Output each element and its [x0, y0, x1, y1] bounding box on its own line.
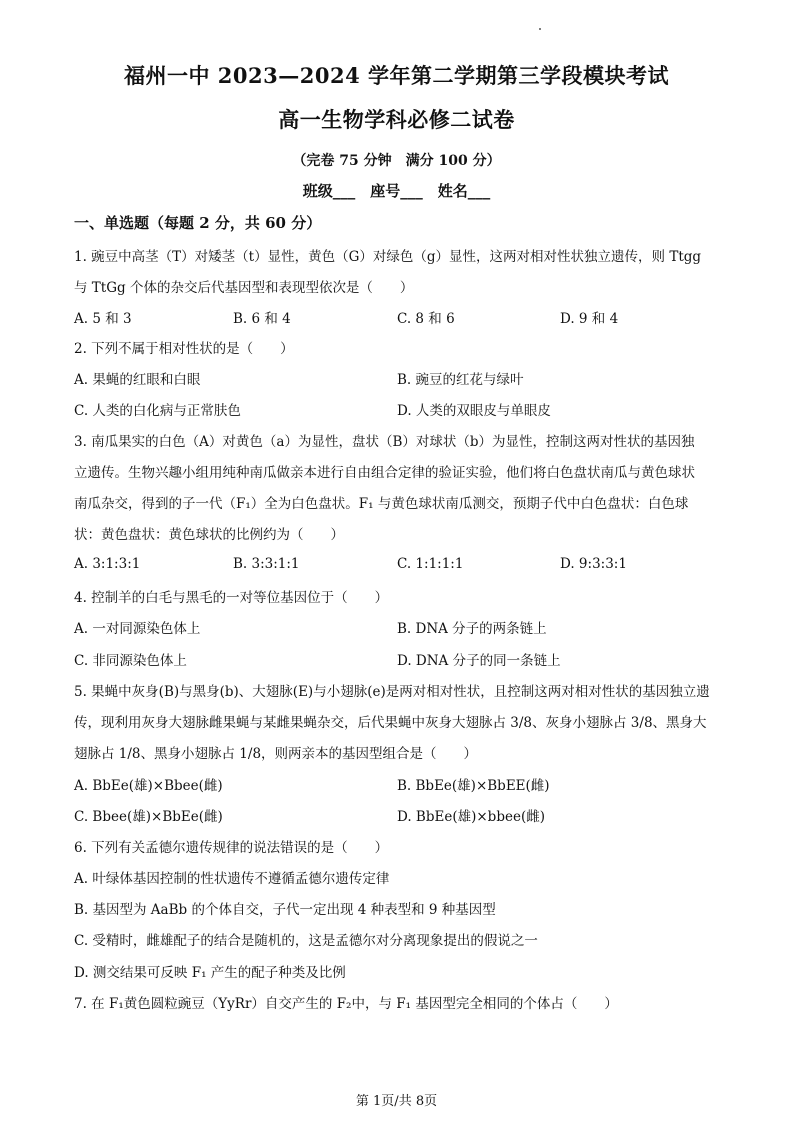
q2-stem-line1: 2. 下列不属于相对性状的是（ ） — [74, 341, 294, 357]
q1-option-c: C. 8 和 6 — [397, 311, 455, 327]
q1-stem-line1: 1. 豌豆中高茎（T）对矮茎（t）显性，黄色（G）对绿色（g）显性，这两对相对性状独立遗传，则 Ttgg — [74, 249, 702, 265]
q3-stem-line3: 南瓜杂交，得到的子一代（F₁）全为白色盘状。F₁ 与黄色球状南瓜测交，预期子代中白色盘状：白色球 — [74, 496, 689, 512]
q1-option-a: A. 5 和 3 — [74, 311, 132, 327]
scan-dot — [539, 28, 541, 30]
student-fields: 班级___ 座号___ 姓名___ — [302, 182, 491, 200]
q6-option-d: D. 测交结果可反映 F₁ 产生的配子种类及比例 — [74, 965, 346, 981]
q5-option-a: A. BbEe(雄)×Bbee(雌) — [74, 778, 223, 794]
exam-subtitle: 高一生物学科必修二试卷 — [278, 107, 515, 132]
q3-option-a: A. 3:1:3:1 — [74, 556, 141, 572]
q6-option-b: B. 基因型为 AaBb 的个体自交，子代一定出现 4 种表型和 9 种基因型 — [74, 902, 496, 918]
q6-option-a: A. 叶绿体基因控制的性状遗传不遵循孟德尔遗传定律 — [74, 871, 390, 887]
q3-stem-line1: 3. 南瓜果实的白色（A）对黄色（a）为显性，盘状（B）对球状（b）为显性，控制这两对性状的基因独 — [74, 434, 695, 450]
q1-stem-line2: 与 TtGg 个体的杂交后代基因型和表现型依次是（ ） — [74, 280, 414, 296]
q2-option-a: A. 果蝇的红眼和白眼 — [74, 372, 201, 388]
q4-option-a: A. 一对同源染色体上 — [74, 621, 201, 637]
q7-stem-line1: 7. 在 F₁黄色圆粒豌豆（YyRr）自交产生的 F₂中，与 F₁ 基因型完全相同的个体占（ ） — [74, 996, 618, 1012]
q2-option-c: C. 人类的白化病与正常肤色 — [74, 403, 241, 419]
q2-option-d: D. 人类的双眼皮与单眼皮 — [397, 403, 551, 419]
q1-option-d: D. 9 和 4 — [560, 311, 619, 327]
q3-stem-line2: 立遗传。生物兴趣小组用纯种南瓜做亲本进行自由组合定律的验证实验，他们将白色盘状南瓜与黄色球状 — [74, 465, 695, 481]
q4-option-c: C. 非同源染色体上 — [74, 653, 187, 669]
q5-stem-line3: 翅脉占 1/8、黑身小翅脉占 1/8，则两亲本的基因型组合是（ ） — [74, 746, 478, 762]
exam-title: 福州一中 2023—2024 学年第二学期第三学段模块考试 — [123, 63, 669, 88]
q4-option-b: B. DNA 分子的两条链上 — [397, 621, 547, 637]
q3-option-c: C. 1:1:1:1 — [397, 556, 464, 572]
q5-option-b: B. BbEe(雄)×BbEE(雌) — [397, 778, 550, 794]
q5-stem-line2: 传，现利用灰身大翅脉雌果蝇与某雌果蝇杂交，后代果蝇中灰身大翅脉占 3/8、灰身小翅脉占 3/8、黑身大 — [74, 715, 707, 731]
q2-option-b: B. 豌豆的红花与绿叶 — [397, 372, 524, 388]
q5-option-d: D. BbEe(雄)×bbee(雌) — [397, 809, 545, 825]
q4-option-d: D. DNA 分子的同一条链上 — [397, 653, 561, 669]
exam-info: （完卷 75 分钟 满分 100 分） — [292, 153, 501, 169]
section-heading: 一、单选题（每题 2 分，共 60 分） — [74, 214, 322, 232]
q4-stem-line1: 4. 控制羊的白毛与黑毛的一对等位基因位于（ ） — [74, 590, 389, 606]
q3-stem-line4: 状：黄色盘状：黄色球状的比例约为（ ） — [74, 527, 344, 543]
q3-option-d: D. 9:3:3:1 — [560, 556, 627, 572]
q5-stem-line1: 5. 果蝇中灰身(B)与黑身(b)、大翅脉(E)与小翅脉(e)是两对相对性状，且控制这两对相对性状的基因独立遗 — [74, 684, 710, 700]
q6-stem-line1: 6. 下列有关孟德尔遗传规律的说法错误的是（ ） — [74, 840, 389, 856]
q3-option-b: B. 3:3:1:1 — [233, 556, 300, 572]
page-number: 第 1页/共 8页 — [355, 1094, 438, 1109]
q5-option-c: C. Bbee(雄)×BbEe(雌) — [74, 809, 223, 825]
q6-option-c: C. 受精时，雌雄配子的结合是随机的，这是孟德尔对分离现象提出的假说之一 — [74, 933, 538, 949]
q1-option-b: B. 6 和 4 — [233, 311, 291, 327]
